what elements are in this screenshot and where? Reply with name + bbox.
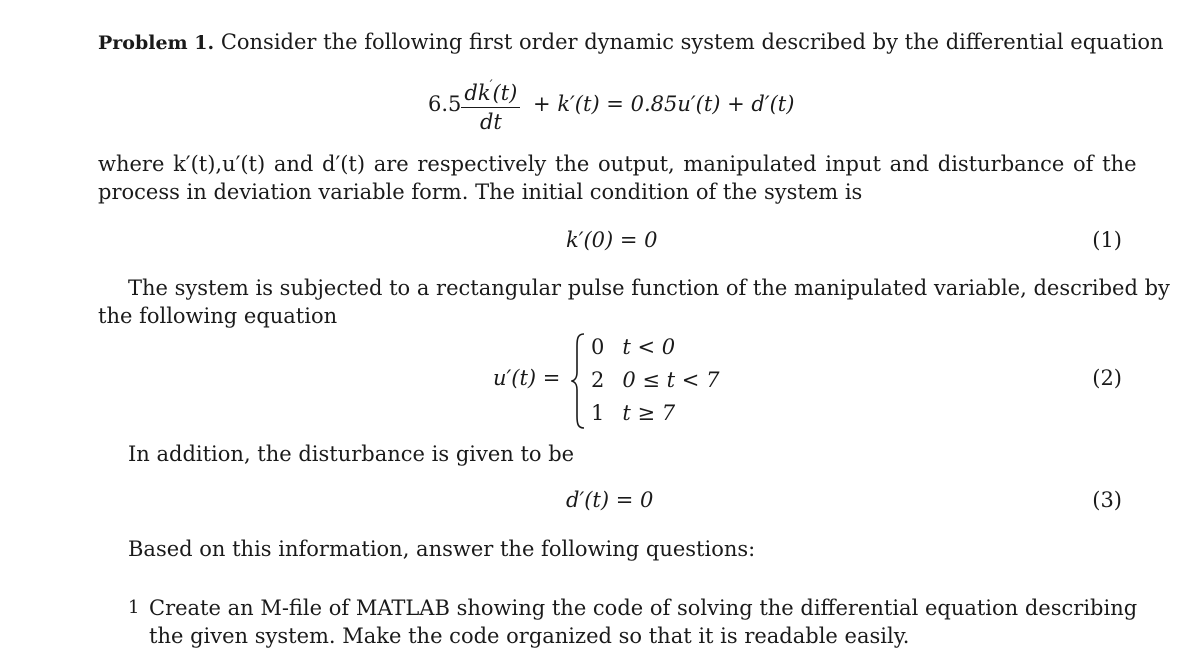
- case-condition: t ≥ 7: [622, 401, 676, 425]
- question-line-2: the given system. Make the code organized so that it is readable easily.: [149, 624, 910, 648]
- where-line-1: where k′(t),u′(t) and d′(t) are respectively the output, manipulated input and disturbance of the: [98, 152, 1137, 176]
- problem-label: Problem 1.: [98, 32, 215, 54]
- problem-intro-line: [98, 28, 1164, 57]
- fraction-denominator: dt: [479, 110, 502, 134]
- question-number: 1: [128, 597, 140, 618]
- case-row: [587, 331, 723, 364]
- case-row: [587, 397, 723, 430]
- equation-number-3: (3): [1092, 488, 1122, 512]
- case-condition: 0 ≤ t < 7: [622, 368, 720, 392]
- initial-condition-equation: k′(0) = 0: [566, 228, 658, 252]
- equation-rest: + k′(t) = 0.85u′(t) + d′(t): [533, 92, 795, 116]
- case-value: 1: [591, 401, 605, 425]
- main-equation: [428, 72, 794, 136]
- equation-number-2: (2): [1092, 366, 1122, 390]
- pulse-line-1: The system is subjected to a rectangular pulse function of the manipulated variable, described by: [128, 276, 1170, 300]
- question-item: [128, 594, 1138, 650]
- pulse-paragraph: [98, 274, 1170, 330]
- equation-coefficient: 6.5: [428, 92, 462, 116]
- piecewise-lhs: u′(t) =: [493, 366, 561, 390]
- fraction-numerator: dk′(t): [461, 72, 520, 108]
- question-line-1: Create an M-file of MATLAB showing the code of solving the differential equation describing: [149, 596, 1138, 620]
- left-brace: [571, 332, 585, 430]
- equation-number-1: (1): [1092, 228, 1122, 252]
- disturbance-equation: d′(t) = 0: [566, 488, 654, 512]
- based-paragraph: Based on this information, answer the following questions:: [128, 537, 756, 561]
- disturbance-paragraph: In addition, the disturbance is given to be: [128, 442, 575, 466]
- where-line-2: process in deviation variable form. The initial condition of the system is: [98, 180, 863, 204]
- case-value: 0: [591, 335, 605, 359]
- problem-intro-text: Consider the following first order dynamic system described by the differential equation: [220, 30, 1164, 54]
- case-value: 2: [591, 368, 605, 392]
- piecewise-cases: [587, 331, 723, 430]
- where-paragraph: [98, 150, 1137, 206]
- case-row: [587, 364, 723, 397]
- derivative-fraction: [461, 72, 520, 136]
- pulse-line-2: the following equation: [98, 304, 338, 328]
- case-condition: t < 0: [622, 335, 676, 359]
